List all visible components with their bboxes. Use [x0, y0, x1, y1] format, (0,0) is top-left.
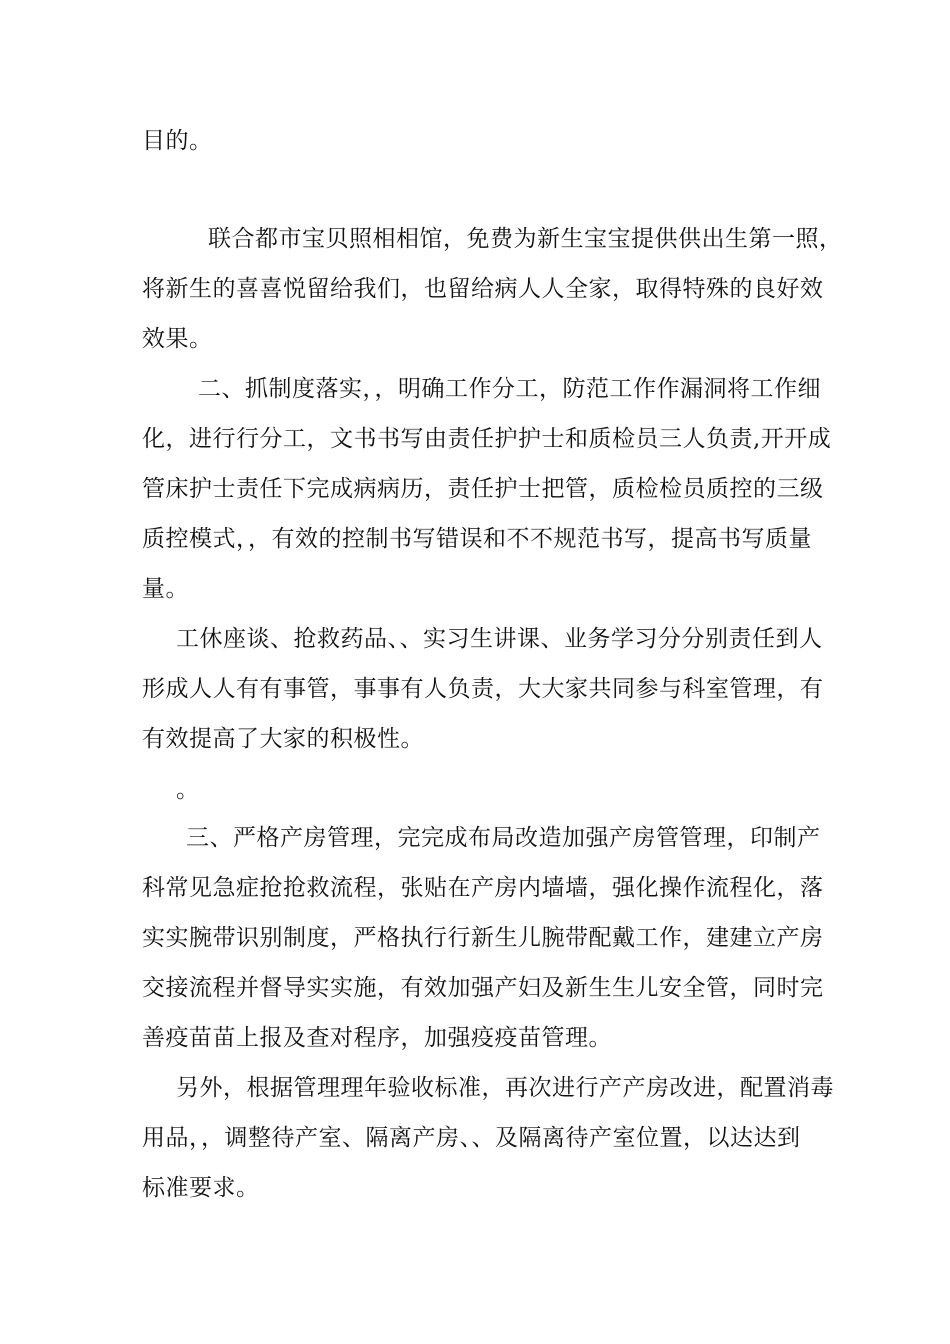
paragraph-line: 量。: [142, 576, 189, 602]
paragraph-line: 另外，根据管理理年验收标准，再次进行产产房改进，配置消毒: [176, 1075, 834, 1101]
paragraph-line: 效果。: [142, 326, 213, 352]
paragraph-line: 化，进行行分工，文书书写由责任护护士和质检员三人负责,开开成: [142, 426, 832, 452]
paragraph-line: 工休座谈、抢救药品、、实习生讲课、业务学习分分别责任到人: [176, 626, 823, 652]
paragraph-line: 三、严格产房管理，完完成布局改造加强产房管管理，印制产: [186, 825, 821, 851]
paragraph-line: 实实腕带识别制度，严格执行行新生儿腕带配戴工作，建建立产房: [142, 925, 824, 951]
paragraph-line: 用品，，调整待产室、隔离产房、、及隔离待产室位置，以达达到: [142, 1125, 801, 1151]
paragraph-line: 质控模式，，有效的控制书写错误和不不规范书写，提高书写质量: [142, 526, 812, 552]
paragraph-line: 目的。: [142, 128, 213, 154]
paragraph-line: 形成人人有有事管，事事有人负责，大大家共同参与科室管理，有: [142, 676, 824, 702]
paragraph-line: 。: [176, 777, 200, 803]
paragraph-line: 将新生的喜喜悦留给我们，也留给病人人全家，取得特殊的良好效: [142, 276, 824, 302]
paragraph-line: 有效提高了大家的积极性。: [142, 726, 424, 752]
paragraph-line: 管床护士责任下完成病病历，责任护士把管，质检检员质控的三级: [142, 476, 824, 502]
paragraph-line: 科常见急症抢抢救流程，张贴在产房内墙墙，强化操作流程化，落: [142, 875, 824, 901]
paragraph-line: 标准要求。: [142, 1175, 260, 1201]
paragraph-line: 交接流程并督导实实施，有效加强产妇及新生生儿安全管，同时完: [142, 975, 824, 1001]
paragraph-line: 二、抓制度落实，，明确工作分工，防范工作作漏洞将工作细: [198, 376, 821, 402]
paragraph-line: 善疫苗苗上报及查对程序，加强疫疫苗管理。: [142, 1025, 612, 1051]
paragraph-line: 联合都市宝贝照相相馆，免费为新生宝宝提供供出生第一照，: [208, 226, 843, 252]
